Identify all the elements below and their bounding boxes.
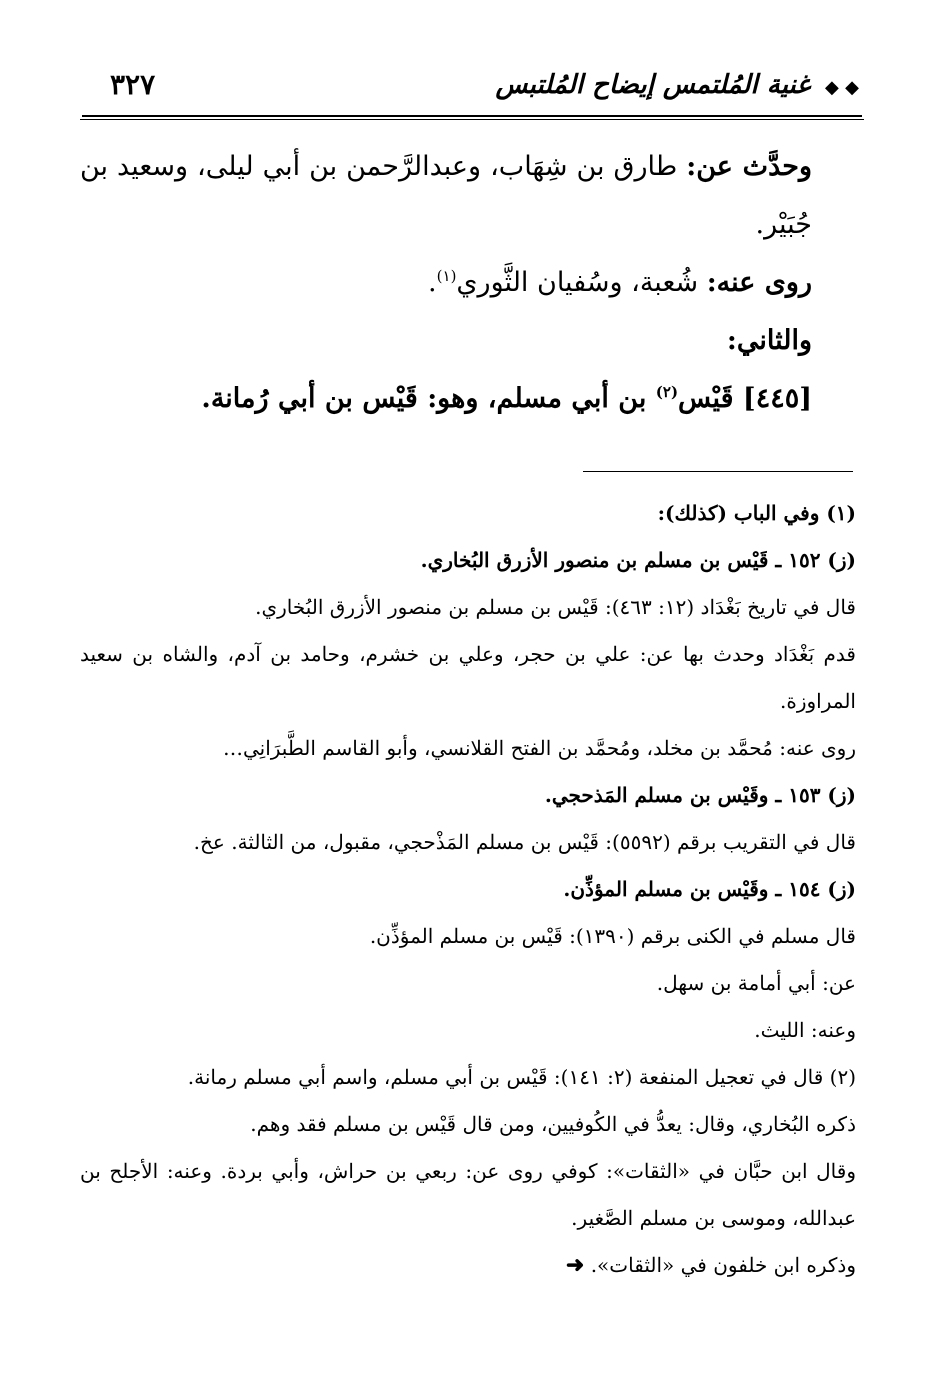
entry-445 xyxy=(80,370,812,428)
diamond-icon: ◆ ◆ xyxy=(825,77,859,98)
footnote-line: ذكره البُخاري، وقال: يعدُّ في الكُوفيين، ومن قال قَيْس بن مسلم فقد وهم. xyxy=(250,1112,856,1136)
paragraph-second xyxy=(80,312,812,370)
footnote-line: قال مسلم في الكنى برقم (١٣٩٠): قَيْس بن مسلم المؤذِّن. xyxy=(369,924,856,948)
running-header xyxy=(85,60,859,110)
footnote-line: قال في تاريخ بَغْدَاد (١٢: ٤٦٣): قَيْس بن مسلم بن منصور الأزرق البُخاري. xyxy=(255,595,856,619)
paragraph-narrated-from xyxy=(80,138,812,254)
footnotes xyxy=(80,490,856,1289)
footnote-entry-153: (ز) ١٥٣ ـ وقَيْس بن مسلم المَذحجي. xyxy=(544,783,856,807)
footnote-line: قدم بَغْدَاد وحدث بها عن: علي بن حجر، وعلي بن خشرم، وحامد بن آدم، والشاه بن سعيد المراوزة. xyxy=(80,642,856,713)
footnote-line: عن: أبي أمامة بن سهل. xyxy=(656,971,856,995)
footnote-ref-2[interactable]: (٢) xyxy=(655,383,679,401)
main-text xyxy=(80,138,812,428)
footnote-line: روى عنه: مُحمَّد بن مخلد، ومُحمَّد بن الفتح القلانسي، وأبو القاسم الطَّبرَانِي… xyxy=(222,736,856,760)
narrators-text: شُعبة، وسُفيان الثَّوري xyxy=(456,267,707,298)
narrated-from-text: طارق بن شِهَاب، وعبدالرَّحمن بن أبي ليلى، وسعيد بن جُبَيْر. xyxy=(80,151,812,240)
footnote-line: قال في التقريب برقم (٥٥٩٢): قَيْس بن مسلم المَذْحجي، مقبول، من الثالثة. عخ. xyxy=(193,830,856,854)
label-narrated-from: وحدَّث عن: xyxy=(686,151,812,182)
footnote-line-last: وذكره ابن خلفون في «الثقات». ➜ xyxy=(565,1252,856,1278)
footnote-2-line: (٢) قال في تعجيل المنفعة (٢: ١٤١): قَيْس بن أبي مسلم، واسم أبي مسلم رمانة. xyxy=(187,1065,856,1089)
entry-445-prefix: [٤٤٥] قَيْس xyxy=(678,383,812,414)
label-second: والثاني: xyxy=(726,325,812,356)
footnote-entry-152: (ز) ١٥٢ ـ قَيْس بن مسلم بن منصور الأزرق البُخاري. xyxy=(420,548,856,572)
page-number: ٣٢٧ xyxy=(110,68,156,101)
footnote-1-heading: (١) وفي الباب (كذلك): xyxy=(657,501,856,525)
footnote-ref-1[interactable]: (١) xyxy=(436,267,457,285)
footnote-line: وعنه: الليث. xyxy=(754,1018,856,1042)
paragraph-narrators: روى عنه: شُعبة، وسُفيان الثَّوري$^{(١)}$. xyxy=(428,267,812,298)
book-title xyxy=(495,70,859,100)
label-narrators: روى عنه: xyxy=(706,267,812,298)
footnote-entry-154: (ز) ١٥٤ ـ وقَيْس بن مسلم المؤذِّن. xyxy=(563,877,856,901)
footnote-line: وقال ابن حبَّان في «الثقات»: كوفي روى عن: ربعي بن حراش، وأبي بردة. وعنه: الأجلح بن عبدالله، وموسى بن مسلم الصَّغير. xyxy=(80,1159,856,1230)
book-title-text: غنية المُلتمس إيضاح المُلتبس xyxy=(495,70,810,100)
entry-445-suffix: بن أبي مسلم، وهو: قَيْس بن أبي رُمانة. xyxy=(201,383,656,414)
continue-arrow-icon: ➜ xyxy=(565,1252,585,1278)
header-rule-thin xyxy=(80,119,864,120)
footnote-separator xyxy=(583,471,853,472)
header-rule xyxy=(82,115,862,117)
